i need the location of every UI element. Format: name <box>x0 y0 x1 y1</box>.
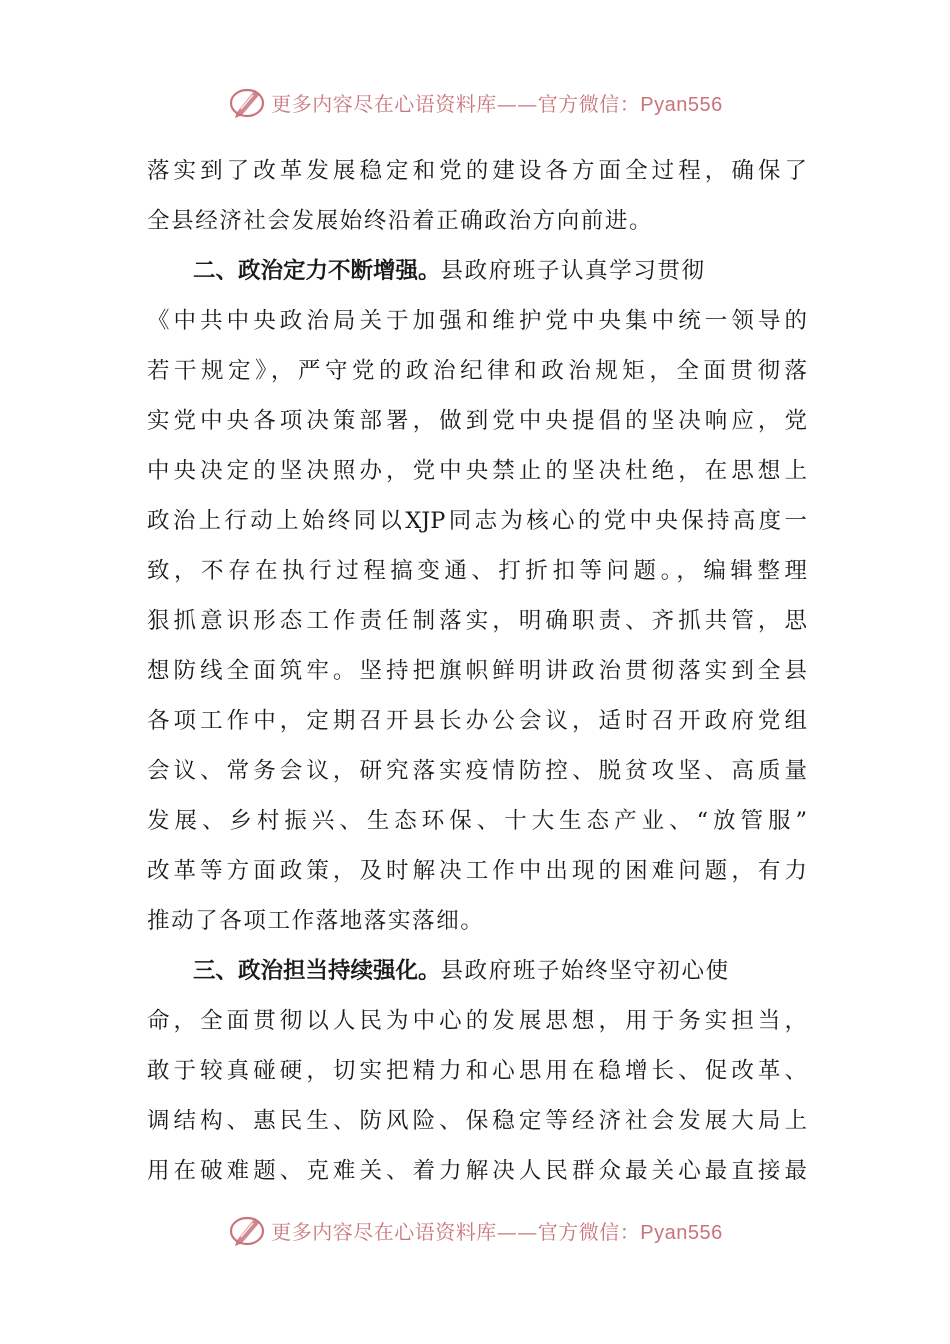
text-line: 推动了各项工作落地落实落细。 <box>147 908 485 934</box>
text-line: 落实到了改革发展稳定和党的建设各方面全过程，确保了 <box>147 158 807 184</box>
text-line: 发展、乡村振兴、生态环保、十大生态产业、“放管服” <box>147 808 807 834</box>
text-line: 调结构、惠民生、防风险、保稳定等经济社会发展大局上 <box>147 1108 807 1134</box>
header-watermark-banner <box>0 78 950 126</box>
pen-nib-logo-icon <box>227 82 267 122</box>
document-body <box>147 146 807 1196</box>
text-line: 全县经济社会发展始终沿着正确政治方向前进。 <box>147 208 654 234</box>
text-line: 会议、常务会议，研究落实疫情防控、脱贫攻坚、高质量 <box>147 758 807 784</box>
text-line: 实党中央各项决策部署，做到党中央提倡的坚决响应，党 <box>147 408 807 434</box>
text-line: 致，不存在执行过程搞变通、打折扣等问题。，编辑整理 <box>147 558 807 584</box>
section-heading: 三、政治担当持续强化。 <box>193 958 441 984</box>
text-line: 各项工作中，定期召开县长办公会议，适时召开政府党组 <box>147 708 807 734</box>
banner-text: 更多内容尽在心语资料库——官方微信：Pyan556 <box>271 1219 723 1244</box>
section-heading: 二、政治定力不断增强。 <box>193 258 441 284</box>
text-line: 中央决定的坚决照办，党中央禁止的坚决杜绝，在思想上 <box>147 458 807 484</box>
text-line: 用在破难题、克难关、着力解决人民群众最关心最直接最 <box>147 1158 807 1184</box>
pen-nib-logo-icon <box>227 1210 267 1250</box>
text-line: 《中共中央政治局关于加强和维护党中央集中统一领导的 <box>147 308 807 334</box>
text-line: 改革等方面政策，及时解决工作中出现的困难问题，有力 <box>147 858 807 884</box>
text-line: 想防线全面筑牢。坚持把旗帜鲜明讲政治贯彻落实到全县 <box>147 658 807 684</box>
banner-text: 更多内容尽在心语资料库——官方微信：Pyan556 <box>271 91 723 116</box>
text-line: 命，全面贯彻以人民为中心的发展思想，用于务实担当， <box>147 1008 807 1034</box>
text-line: 政治上行动上始终同以XJP同志为核心的党中央保持高度一 <box>147 508 807 534</box>
text-line: 敢于较真碰硬，切实把精力和心思用在稳增长、促改革、 <box>147 1058 807 1084</box>
text-line: 若干规定》，严守党的政治纪律和政治规矩，全面贯彻落 <box>147 358 807 384</box>
paragraph-first-line: 三、政治担当持续强化。县政府班子始终坚守初心使 <box>193 958 730 984</box>
text-line: 狠抓意识形态工作责任制落实，明确职责、齐抓共管，思 <box>147 608 807 634</box>
paragraph-first-line: 二、政治定力不断增强。县政府班子认真学习贯彻 <box>193 258 706 284</box>
footer-watermark-banner <box>0 1206 950 1254</box>
